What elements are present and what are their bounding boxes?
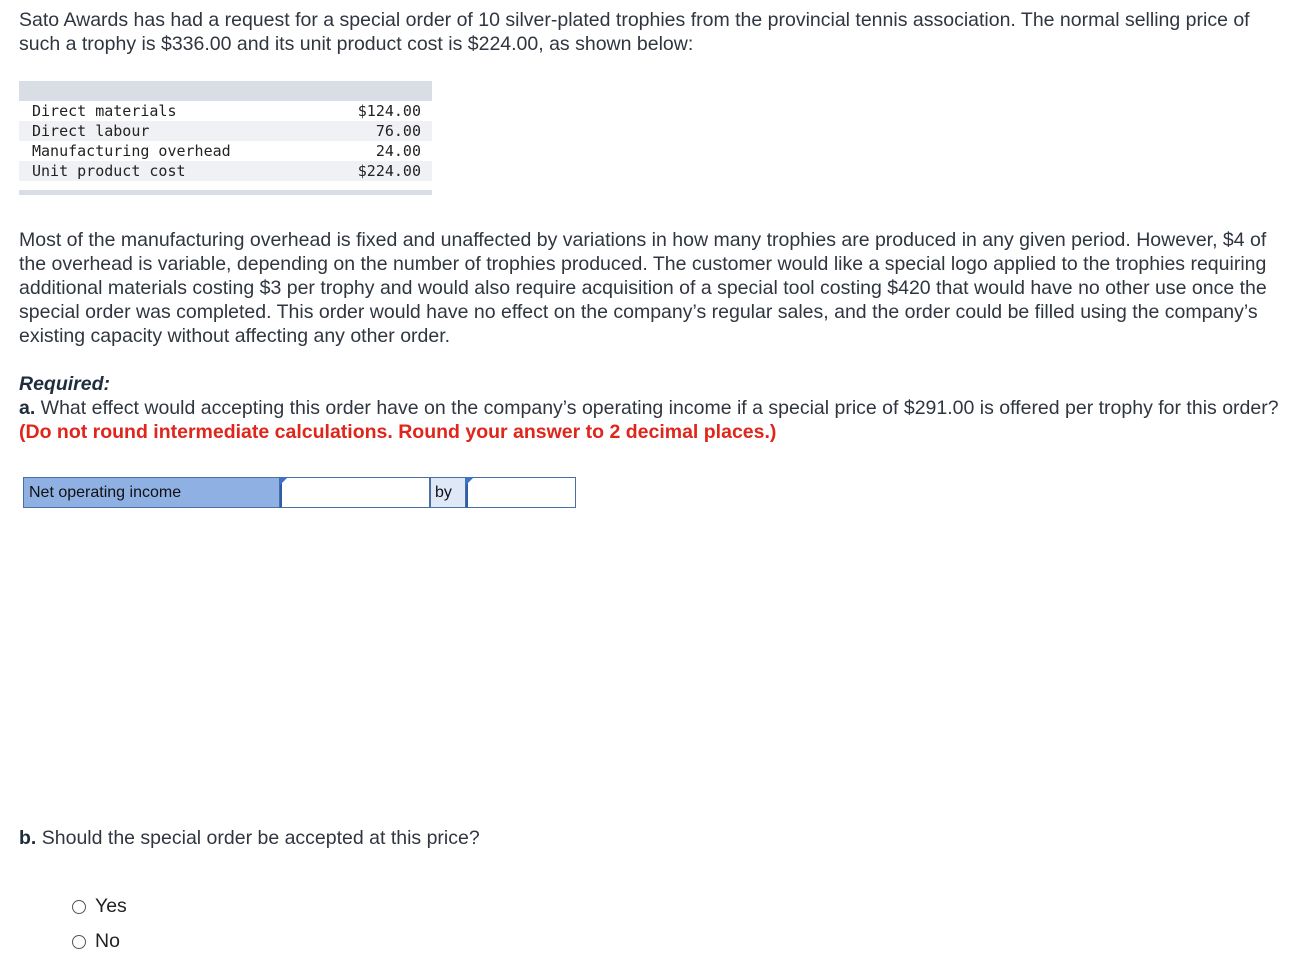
- radio-no-label[interactable]: No: [95, 930, 120, 952]
- required-heading: Required:: [19, 373, 111, 395]
- effect-dropdown[interactable]: [280, 477, 430, 508]
- table-header-bar: [19, 81, 432, 101]
- radio-yes-circle[interactable]: [72, 900, 86, 914]
- radio-option-yes[interactable]: [72, 895, 127, 918]
- net-operating-income-label: Net operating income: [23, 477, 280, 508]
- row-label: Direct labour: [32, 122, 150, 140]
- part-b-text: Should the special order be accepted at this price?: [36, 827, 480, 849]
- dropdown-corner-icon: [280, 477, 288, 485]
- table-row: [19, 121, 432, 141]
- table-footer-bar: [19, 190, 432, 195]
- row-value: $124.00: [357, 102, 421, 120]
- input-corner-icon: [466, 477, 474, 485]
- radio-yes-label[interactable]: Yes: [95, 895, 127, 917]
- effect-select-wrapper: [280, 477, 430, 508]
- table-row: [19, 101, 432, 121]
- part-a-letter: a.: [19, 397, 36, 419]
- details-paragraph: Most of the manufacturing overhead is fixed and unaffected by variations in how many trophies are produced in any given period. However, $4 of the overhead is variable, depending on the number of trophies produced. The customer would like a special logo applied to the trophies requiring additional materials costing $3 per trophy and would also require acquisition of a special tool costing $420 that would have no other use once the special order was completed. This order would have no effect on the company’s regular sales, and the order could be filled using the company’s existing capacity without affecting any other order.: [19, 229, 1267, 347]
- row-label: Direct materials: [32, 102, 177, 120]
- required-section: [19, 372, 1281, 444]
- radio-no-circle[interactable]: [72, 935, 86, 949]
- part-b-letter: b.: [19, 827, 37, 849]
- row-label: Manufacturing overhead: [32, 142, 231, 160]
- cost-table: [19, 81, 432, 195]
- table-row: [19, 141, 432, 161]
- intro-paragraph: Sato Awards has had a request for a special order of 10 silver-plated trophies from the provincial tennis association. The normal selling price of such a trophy is $336.00 and its unit product cost is $224.00, as shown below:: [19, 9, 1250, 55]
- amount-input-wrapper: [466, 477, 576, 508]
- row-value: 24.00: [375, 142, 421, 160]
- part-b-question: [19, 826, 480, 850]
- row-value: 76.00: [375, 122, 421, 140]
- amount-input[interactable]: [466, 477, 576, 508]
- row-value: $224.00: [357, 162, 421, 180]
- table-row: [19, 161, 432, 181]
- answer-row: [23, 477, 576, 508]
- row-label: Unit product cost: [32, 162, 186, 180]
- radio-option-no[interactable]: [72, 930, 120, 953]
- part-a-question: What effect would accepting this order have on the company’s operating income if a special price of $291.00 is offered per trophy for this order?: [35, 397, 1279, 419]
- by-label: by: [430, 477, 466, 508]
- part-a-instruction: (Do not round intermediate calculations. Round your answer to 2 decimal places.): [19, 421, 777, 443]
